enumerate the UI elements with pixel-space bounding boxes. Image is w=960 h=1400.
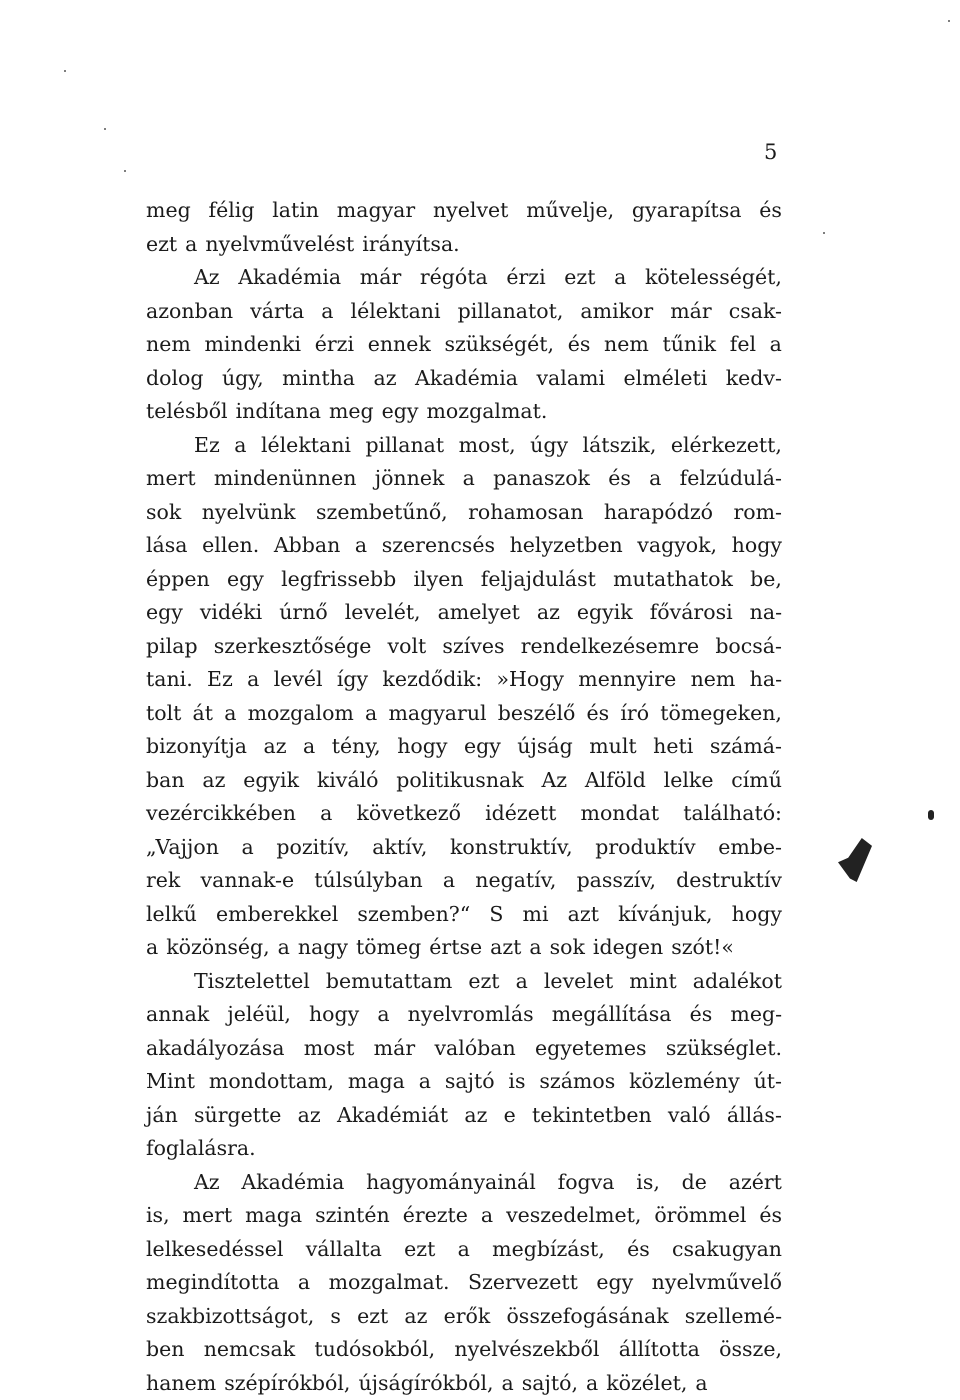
text-line: ezt a nyelvművelést irányítsa. — [146, 228, 782, 262]
text-line: Az Akadémia már régóta érzi ezt a kötelességét, — [146, 261, 782, 295]
text-line: vezércikkében a következő idézett mondat található: — [146, 797, 782, 831]
scan-speck — [823, 232, 825, 234]
text-line: bizonyítja az a tény, hogy egy újság mult heti számá- — [146, 730, 782, 764]
text-line: annak jeléül, hogy a nyelvromlás megállítása és meg- — [146, 998, 782, 1032]
text-line: foglalásra. — [146, 1132, 782, 1166]
text-line: mert mindenünnen jönnek a panaszok és a felzúdulá- — [146, 462, 782, 496]
text-line: tani. Ez a levél így kezdődik: »Hogy mennyire nem ha- — [146, 663, 782, 697]
text-line: ban az egyik kiváló politikusnak Az Alföld lelke című — [146, 764, 782, 798]
text-line: ján sürgette az Akadémiát az e tekintetben való állás- — [146, 1099, 782, 1133]
text-line: lása ellen. Abban a szerencsés helyzetben vagyok, hogy — [146, 529, 782, 563]
text-line: Az Akadémia hagyományainál fogva is, de azért — [146, 1166, 782, 1200]
text-line: tolt át a mozgalom a magyarul beszélő és író tömegeken, — [146, 697, 782, 731]
text-line: lelkesedéssel vállalta ezt a megbízást, és csakugyan — [146, 1233, 782, 1267]
text-line: ben nemcsak tudósokból, nyelvészekből állította össze, — [146, 1333, 782, 1367]
body-text — [146, 194, 782, 1400]
text-line: lelkű emberekkel szemben?“ S mi azt kívánjuk, hogy — [146, 898, 782, 932]
text-line: egy vidéki úrnő levelét, amelyet az egyik fővárosi na- — [146, 596, 782, 630]
text-line: szakbizottságot, s ezt az erők összefogásának szellemé- — [146, 1300, 782, 1334]
text-line: megindította a mozgalmat. Szervezett egy nyelvművelő — [146, 1266, 782, 1300]
text-line: hanem szépírókból, újságírókból, a sajtó, a közélet, a — [146, 1367, 782, 1400]
text-line: éppen egy legfrissebb ilyen feljajdulást mutathatok be, — [146, 563, 782, 597]
text-line: Mint mondottam, maga a sajtó is számos közlemény út- — [146, 1065, 782, 1099]
text-line: Tisztelettel bemutattam ezt a levelet mint adalékot — [146, 965, 782, 999]
text-line: akadályozása most már valóban egyetemes szükséglet. — [146, 1032, 782, 1066]
text-line: nem mindenki érzi ennek szükségét, és nem tűnik fel a — [146, 328, 782, 362]
scan-speck — [124, 170, 126, 172]
text-line: sok nyelvünk szembetűnő, rohamosan harapódzó rom- — [146, 496, 782, 530]
text-line: dolog úgy, mintha az Akadémia valami elméleti kedv- — [146, 362, 782, 396]
scan-speck — [64, 70, 66, 72]
text-line: pilap szerkesztősége volt szíves rendelkezésemre bocsá- — [146, 630, 782, 664]
text-line: azonban várta a lélektani pillanatot, amikor már csak- — [146, 295, 782, 329]
scan-speck — [948, 20, 950, 22]
text-line: telésből indítana meg egy mozgalmat. — [146, 395, 782, 429]
text-line: „Vajjon a pozitív, aktív, konstruktív, produktív embe- — [146, 831, 782, 865]
text-line: a közönség, a nagy tömeg értse azt a sok idegen szót!« — [146, 931, 782, 965]
scan-speck — [104, 128, 106, 130]
text-line: meg félig latin magyar nyelvet művelje, gyarapítsa és — [146, 194, 782, 228]
ink-blot — [838, 838, 872, 882]
page-number: 5 — [764, 137, 777, 167]
ink-speck — [928, 810, 934, 820]
text-line: rek vannak-e túlsúlyban a negatív, passzív, destruktív — [146, 864, 782, 898]
text-line: is, mert maga szintén érezte a veszedelmet, örömmel és — [146, 1199, 782, 1233]
text-line: Ez a lélektani pillanat most, úgy látszik, elérkezett, — [146, 429, 782, 463]
